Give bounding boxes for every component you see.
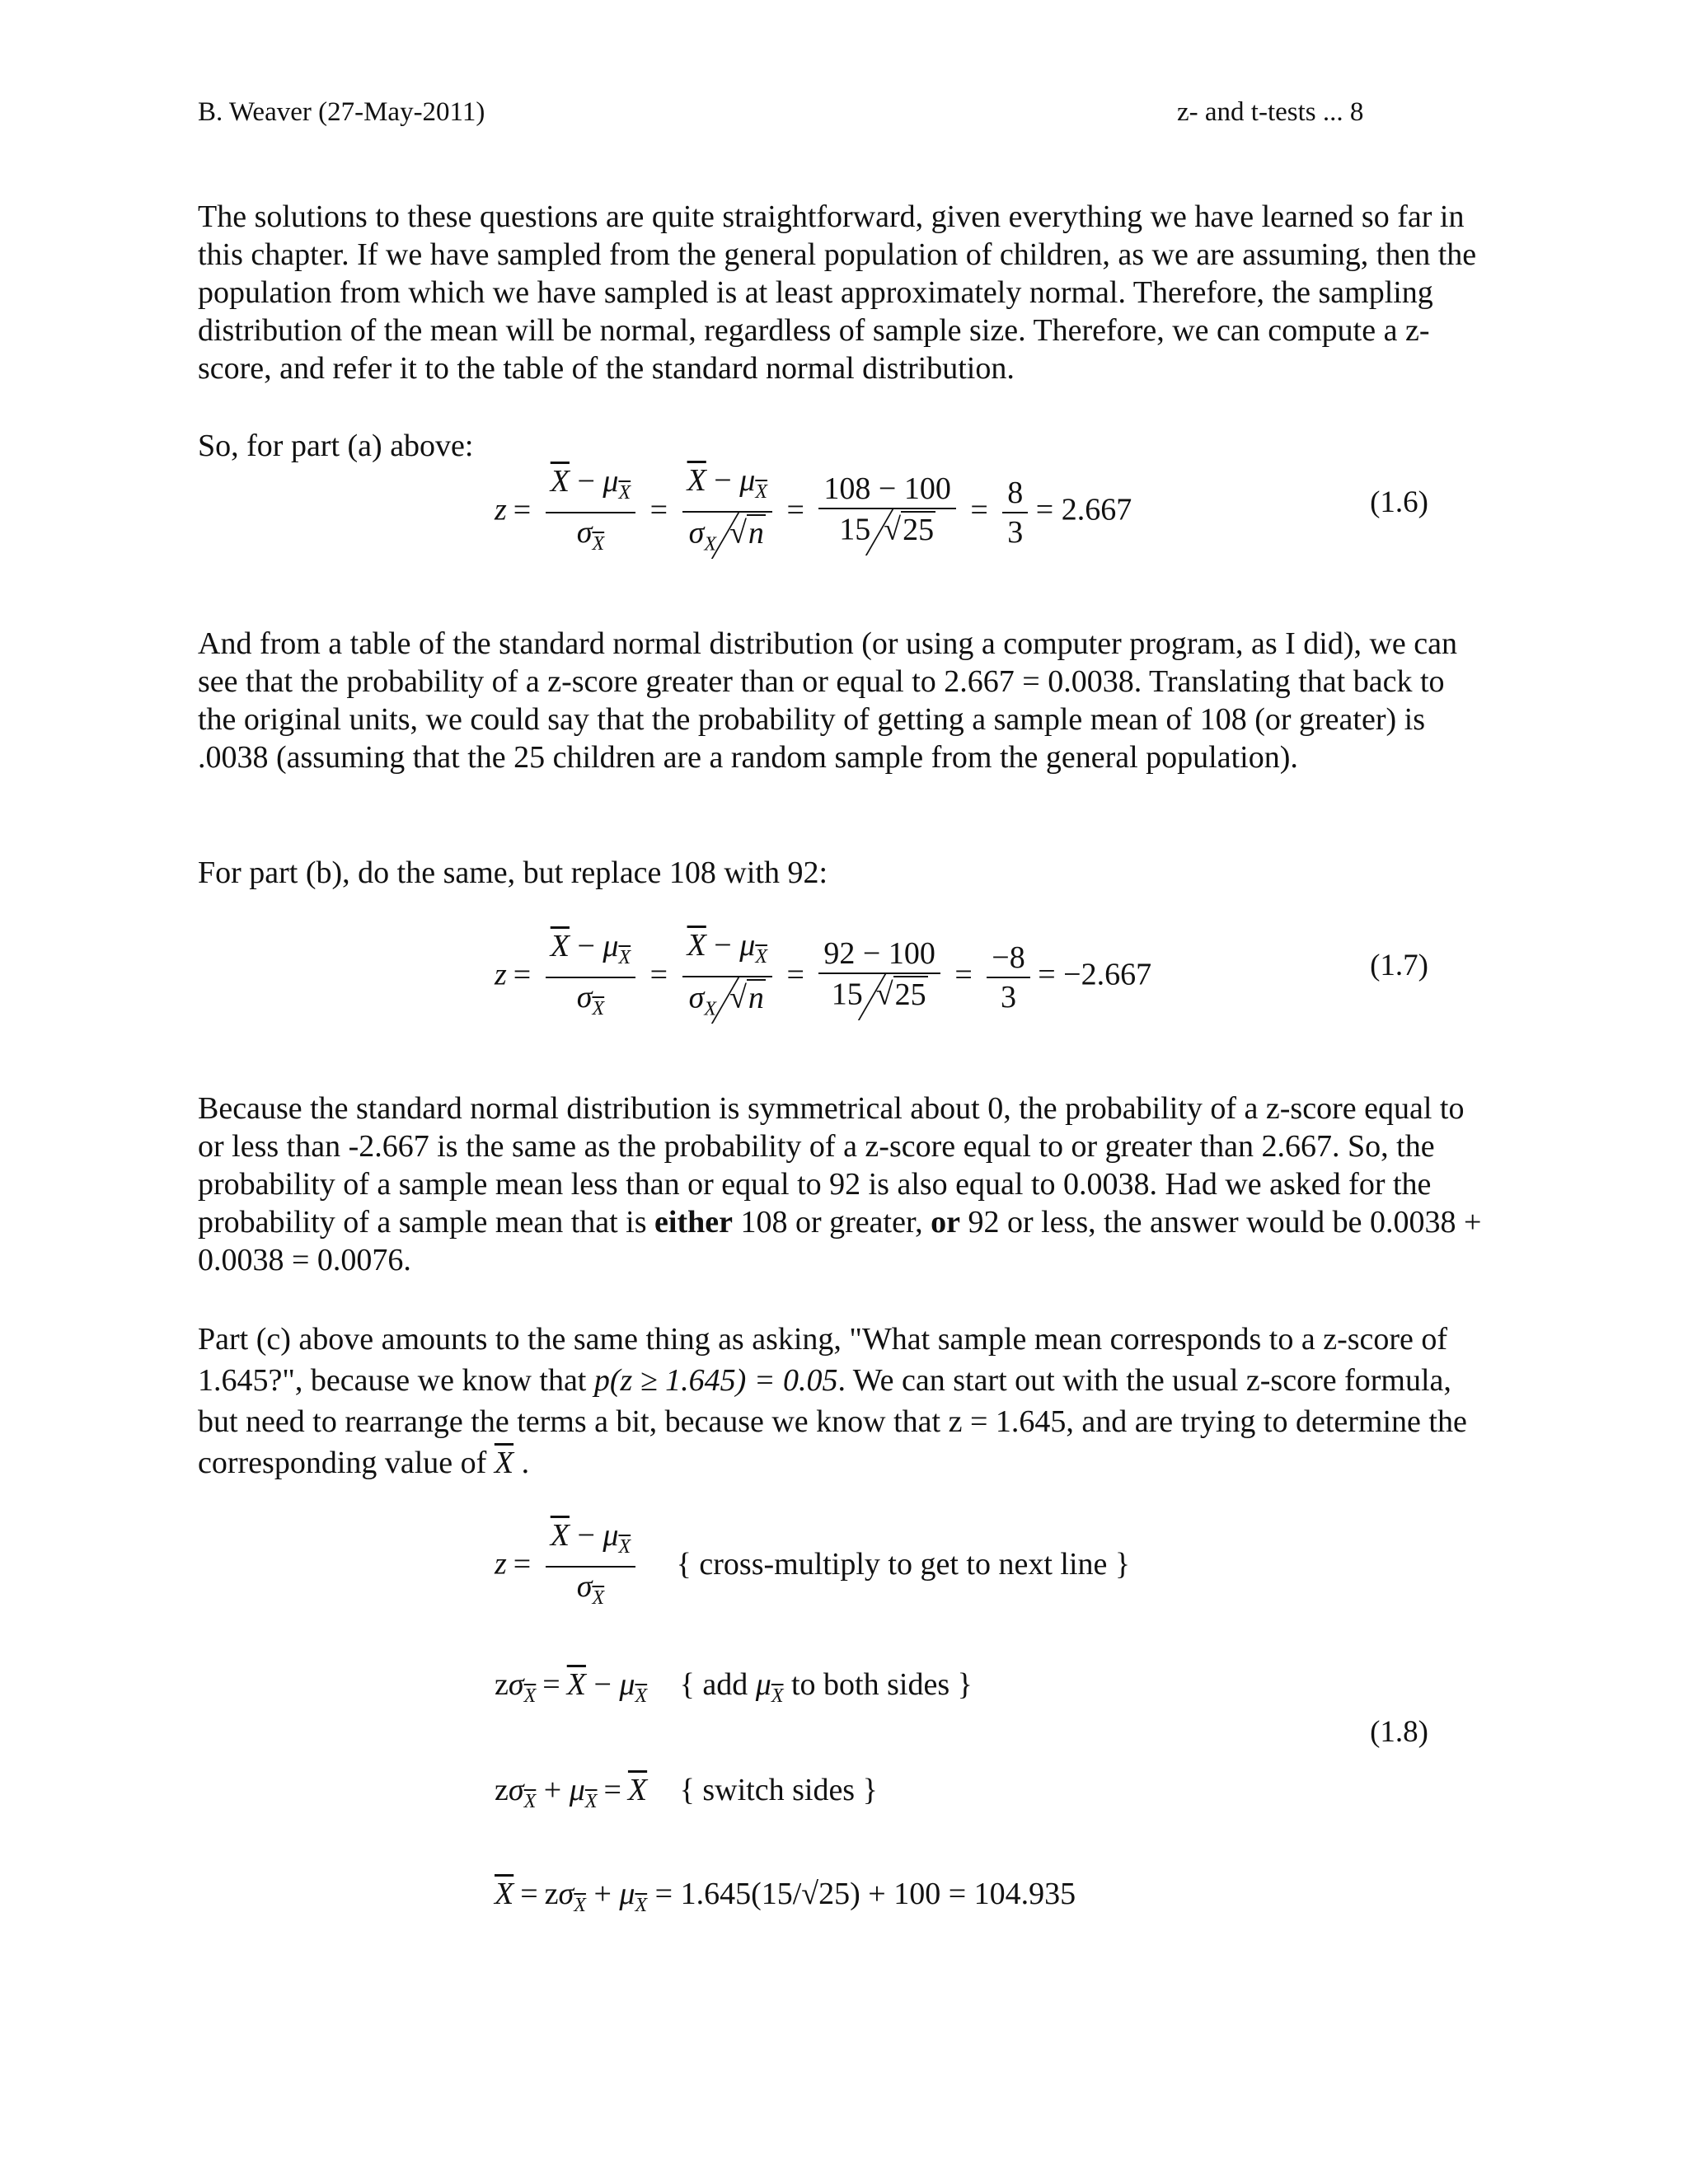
comment-cross-multiply: { cross-multiply to get to next line } <box>676 1546 1131 1582</box>
equation-label-1-8: (1.8) <box>1370 1715 1428 1749</box>
paragraph-part-a: So, for part (a) above: <box>198 429 474 463</box>
equation-1-7: z = $\frac{\overline{X} - \mu_{\overline{X}}}{\sigma_{\overline{X}}}$ = $\frac{\overline{X} - \mu_{\overline{X}}}{\sigma_X √n}$ = $\frac{92 - 100}{15 √25}$ = $\frac{-8}{3}$ = −2.667 <box>495 926 1151 1029</box>
fraction-simplified: $\frac{8}{3}$ <box>1002 474 1028 551</box>
fraction-standard-error: $\frac{\overline{X} - \mu_{\overline{X}}}{\sigma_X √n}$ <box>682 926 772 1029</box>
comment-add: { add <box>679 1667 756 1702</box>
header-left: B. Weaver (27-May-2011) <box>198 97 485 127</box>
fraction-zscore: $\frac{\overline{X} - \mu_{\overline{X}}}{\sigma_{\overline{X}}}$ <box>546 927 635 1028</box>
fraction-values: $\frac{108 - 100}{15 √25}$ <box>818 470 955 555</box>
text-run: 92 or less, the answer would be 0.0038 + 0.0038 = 0.0076. <box>198 1205 1482 1277</box>
equation-1-8-line-3: $z\sigma_{\overline{X}} + \mu_{\overline{X}} = \overline{X}$ { switch sides } <box>495 1773 878 1812</box>
fraction-simplified: $\frac{-8}{3}$ <box>987 939 1029 1016</box>
comment-both-sides: to both sides } <box>783 1667 973 1702</box>
equation-1-8-line-4: $\overline{X} = z\sigma_{\overline{X}} + \mu_{\overline{X}} = 1.645(15/√25) + 100 = 104.935$ <box>495 1877 1076 1916</box>
text-run: . We can start out with the usual z-score formula, but need to rearrange the terms a bit, because we know that z = 1.645, and are trying to determine the corresponding value of <box>198 1363 1467 1480</box>
text-run: 108 or greater, <box>732 1205 931 1240</box>
paragraph-part-c <box>198 1319 1484 1483</box>
paragraph-symmetry <box>198 1090 1484 1279</box>
equation-label-1-6: (1.6) <box>1370 485 1428 519</box>
fraction-values: $\frac{92 - 100}{15 √25}$ <box>818 935 940 1020</box>
equation-1-8-line-1: z = $\frac{\overline{X} - \mu_{\overline{X}}}{\sigma_{\overline{X}}}$ { cross-multiply to get to next line } <box>495 1516 1130 1617</box>
paragraph-intro: The solutions to these questions are quite straightforward, given everything we have learned so far in this chapter. If we have sampled from the general population of children, as we are assuming, then the population from which we have sampled is at least approximately normal. Therefore, the sampling distribution of the mean will be normal, regardless of sample size. Therefore, we can compute a z-score, and refer it to the table of the standard normal distribution. <box>198 199 1477 386</box>
equation-1-6: z = $\frac{\overline{X} - \mu_{\overline{X}}}{\sigma_{\overline{X}}}$ = $\frac{\overline{X} - \mu_{\overline{X}}}{\sigma_X √n}$ = $\frac{108 - 100}{15 √25}$ = $\frac{8}{3}$ = 2.667 <box>495 462 1132 564</box>
equation-result: = −2.667 <box>1038 957 1152 992</box>
header-right: z- and t-tests ... 8 <box>1177 97 1364 127</box>
text-run: . <box>513 1446 530 1480</box>
fraction-standard-error: $\frac{\overline{X} - \mu_{\overline{X}}}{\sigma_X √n}$ <box>682 462 772 564</box>
equation-result: = 2.667 <box>1035 492 1132 527</box>
comment-switch-sides: { switch sides } <box>679 1773 878 1807</box>
fraction-zscore: $\frac{\overline{X} - \mu_{\overline{X}}}{\sigma_{\overline{X}}}$ <box>546 462 635 563</box>
text-run: Part (c) above amounts to the same thing as asking, "What sample mean corresponds to a z-score of 1.645?", because we know that <box>198 1322 1448 1398</box>
paragraph-probability: And from a table of the standard normal distribution (or using a computer program, as I did), we can see that the probability of a z-score greater than or equal to 2.667 = 0.0038. Translating that back to the original units, we could say that the probability of getting a sample mean of 108 (or greater) is .0038 (assuming that the 25 children are a random sample from the general population). <box>198 626 1458 775</box>
text-run: Because the standard normal distribution is symmetrical about 0, the probability of a z-score equal to or less than -2.667 is the same as the probability of a z-score equal to or greater than 2.667. So, the probability of a sample mean less than or equal to 92 is also equal to 0.0038. Had we asked for the probability of a sample mean that is <box>198 1091 1465 1240</box>
inline-formula: p(z ≥ 1.645) = 0.05 <box>593 1363 838 1398</box>
equation-label-1-7: (1.7) <box>1370 949 1428 982</box>
fraction-zscore: $\frac{\overline{X} - \mu_{\overline{X}}}{\sigma_{\overline{X}}}$ <box>546 1516 635 1617</box>
inline-xbar: $\overline{X}$ <box>494 1446 514 1480</box>
paragraph-part-b: For part (b), do the same, but replace 108 with 92: <box>198 855 828 890</box>
equation-1-8-line-2: $z\sigma_{\overline{X}} = \overline{X} - \mu_{\overline{X}}$ { add $\mu_{\overline{X}}$ to both sides } <box>495 1667 973 1707</box>
bold-either: either <box>654 1205 733 1240</box>
bold-or: or <box>931 1205 960 1240</box>
final-result: = 1.645(15/√25) + 100 = 104.935 <box>654 1877 1076 1911</box>
